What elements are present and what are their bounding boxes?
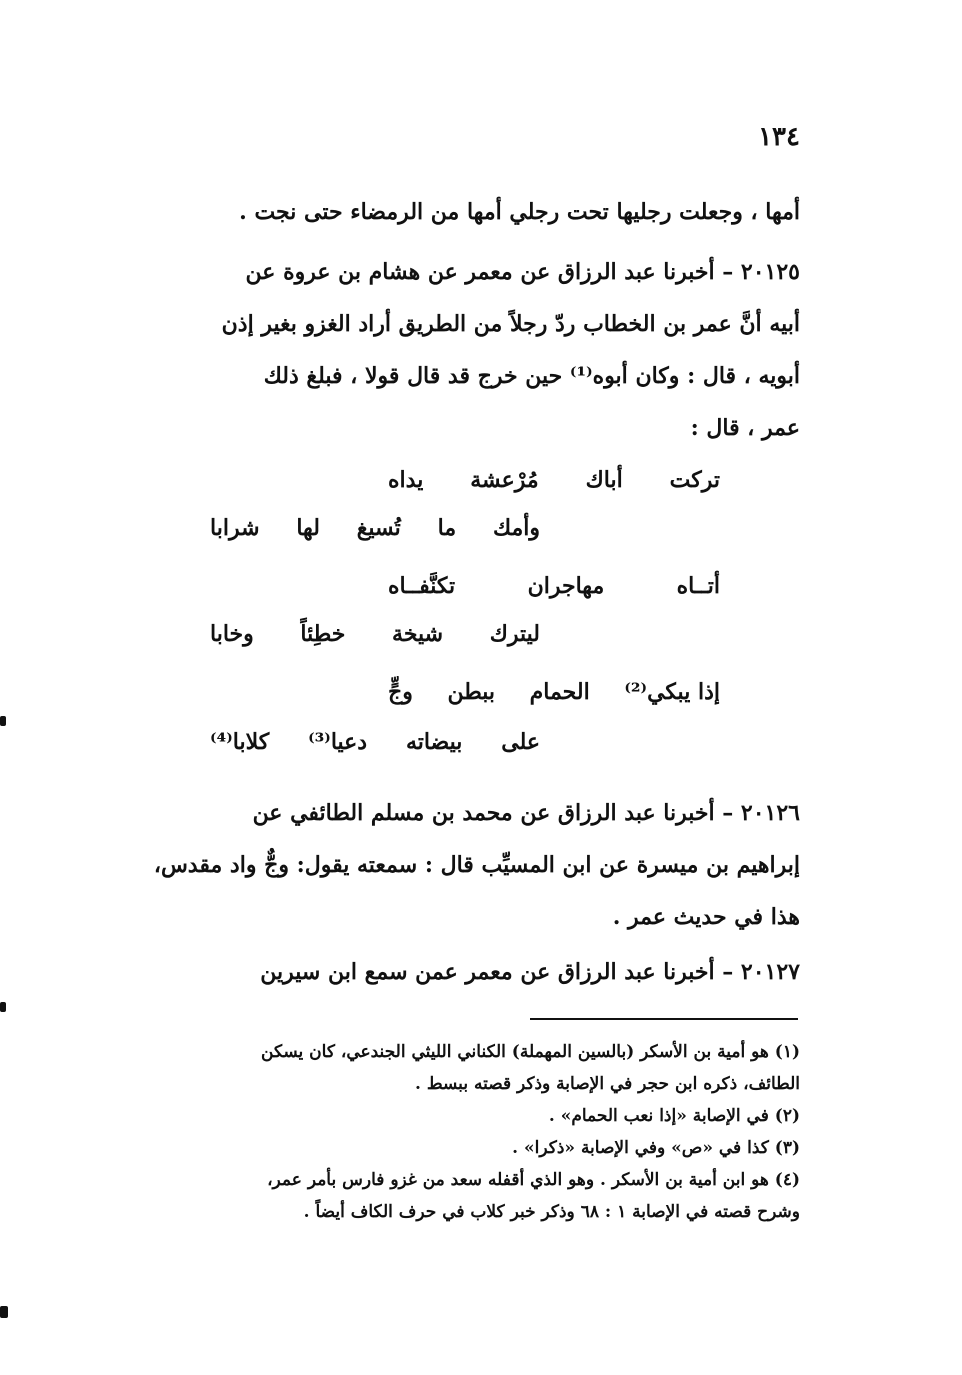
text-line: أبيه أنَّ عمر بن الخطاب ردّ رجلاً من الطريق أراد الغزو بغير إذن bbox=[221, 311, 800, 337]
text-line: ٢٠١٢٦ – أخبرنا عبد الرزاق عن محمد بن مسلم الطائفي عن bbox=[252, 800, 800, 826]
poem-word: تكنَّفــاه bbox=[388, 573, 456, 599]
poem-word: دعيا⁽³⁾ bbox=[308, 729, 368, 755]
poem-word: خطِئاً bbox=[300, 621, 346, 647]
scan-mark bbox=[0, 1002, 6, 1012]
text-line: هذا في حديث عمر . bbox=[612, 904, 800, 930]
poem-word: على bbox=[501, 729, 540, 755]
hadith-20125 bbox=[130, 246, 800, 454]
poem-verse-3-first-hemistich bbox=[388, 672, 720, 712]
text-line: إبراهيم بن ميسرة عن ابن المسيِّب قال : سمعته يقول: وجٌّ واد مقدس، bbox=[153, 852, 800, 878]
scan-mark bbox=[0, 1306, 8, 1318]
text-line: عمر ، قال : bbox=[690, 415, 800, 441]
footnote-line: (٤) هو ابن أمية بن الأسكر . وهو الذي أقفله سعد من غزو فارس بأمر عمر، bbox=[267, 1170, 800, 1190]
poem-word: مُرْعشة bbox=[470, 467, 539, 493]
poem-word: ليترك bbox=[489, 621, 540, 647]
hadith-20127 bbox=[130, 946, 800, 998]
poem-word: تركت bbox=[669, 467, 720, 493]
poem-verse-2-second-hemistich bbox=[210, 614, 540, 654]
poem-word: أتــاه bbox=[676, 573, 720, 599]
footnote-separator bbox=[530, 1018, 798, 1020]
page-number: ١٣٤ bbox=[758, 122, 800, 152]
poem-word: ببطن bbox=[447, 679, 496, 705]
poem-verse-2-first-hemistich bbox=[388, 566, 720, 606]
poem-word: وخابا bbox=[210, 621, 254, 647]
footnote-line: (٣) كذا في «ص» وفي الإصابة «ذكرا» . bbox=[512, 1138, 800, 1158]
poem-word: مهاجران bbox=[527, 573, 605, 599]
poem-word: تُسيغ bbox=[356, 515, 401, 541]
poem-word: أباك bbox=[585, 467, 623, 493]
poem-word: شيخة bbox=[392, 621, 444, 647]
poem-word: وأمك bbox=[492, 515, 540, 541]
hadith-20126 bbox=[130, 787, 800, 943]
footnotes bbox=[130, 1036, 800, 1228]
footnote-line: (١) هو أمية بن الأسكر (بالسين المهملة) الكناني الليثي الجندعي، كان يسكن bbox=[261, 1042, 800, 1062]
poem-word: ما bbox=[437, 515, 457, 541]
poem-word: كلابا⁽⁴⁾ bbox=[210, 729, 270, 755]
text-line: ٢٠١٢٧ – أخبرنا عبد الرزاق عن معمر عمن سمع ابن سيرين bbox=[260, 959, 800, 985]
poem-word: شرابا bbox=[210, 515, 260, 541]
poem-word: وجٍّ bbox=[388, 679, 413, 705]
poem-verse-3-second-hemistich bbox=[210, 722, 540, 762]
footnote-line: (٢) في الإصابة «إذا نعب الحمام» . bbox=[548, 1106, 800, 1126]
poem-word: بيضاته bbox=[405, 729, 463, 755]
text-line: أمها ، وجعلت رجليها تحت رجلي أمها من الرمضاء حتى نجت . bbox=[239, 199, 800, 225]
poem-word: إذا يبكي⁽²⁾ bbox=[624, 679, 720, 705]
text-line: ٢٠١٢٥ – أخبرنا عبد الرزاق عن معمر عن هشام بن عروة عن bbox=[245, 259, 800, 285]
footnote-line: الطائف، ذكره ابن حجر في الإصابة وذكر قصته ببسط . bbox=[415, 1074, 800, 1094]
scan-mark bbox=[0, 716, 6, 726]
poem-verse-1-first-hemistich bbox=[388, 460, 720, 500]
poem-verse-1-second-hemistich bbox=[210, 508, 540, 548]
text-line: أبويه ، قال : وكان أبوه⁽¹⁾ حين خرج قد قال قولا ، فبلغ ذلك bbox=[263, 363, 800, 389]
paragraph-continuation bbox=[130, 186, 800, 238]
poem-word: لها bbox=[296, 515, 320, 541]
poem-word: الحمام bbox=[529, 679, 590, 705]
poem-word: يداه bbox=[388, 467, 424, 493]
footnote-line: وشرح قصته في الإصابة ١ : ٦٨ وذكر خبر كلاب في حرف الكاف أيضاً . bbox=[303, 1202, 800, 1222]
